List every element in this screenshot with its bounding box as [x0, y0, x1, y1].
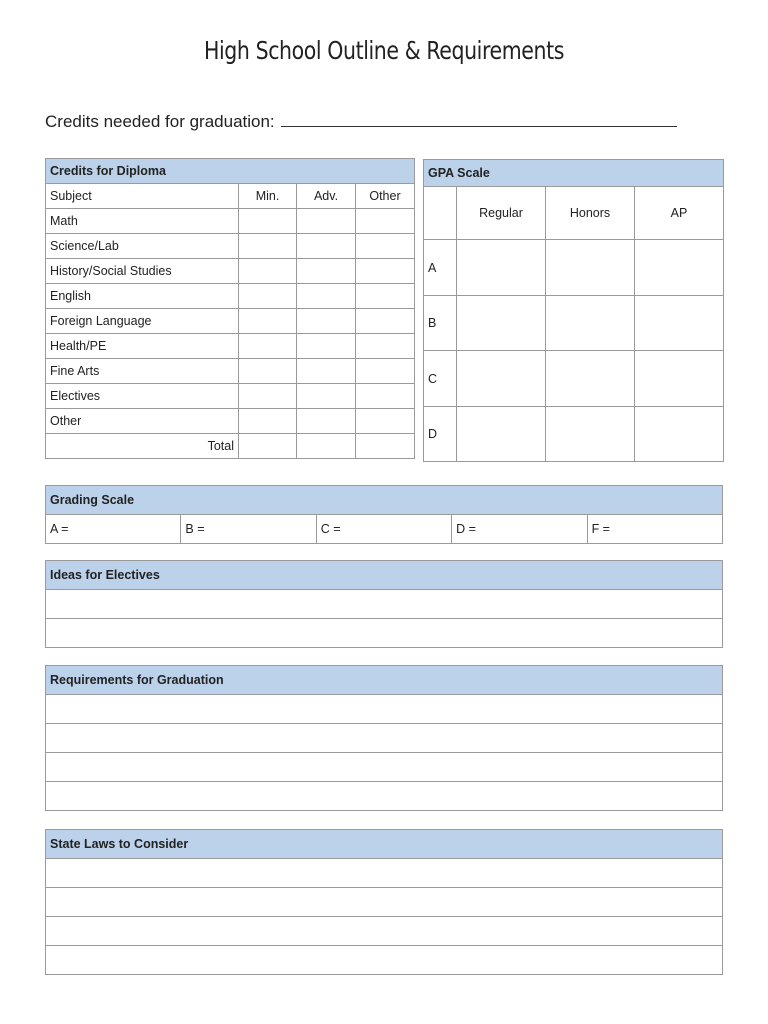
subject-label: History/Social Studies [46, 259, 239, 284]
grading-scale-header: Grading Scale [46, 486, 723, 515]
regular-cell[interactable] [457, 407, 546, 462]
grade-label: A [424, 240, 457, 296]
grade-label: B [424, 296, 457, 351]
table-row [424, 296, 724, 351]
blank-line[interactable] [46, 753, 723, 782]
other-cell[interactable] [356, 384, 415, 409]
adv-cell[interactable] [297, 409, 356, 434]
credits-table [45, 158, 415, 459]
gpa-table-header: GPA Scale [424, 160, 724, 187]
page-title: High School Outline & Requirements [204, 36, 564, 65]
adv-cell[interactable] [297, 309, 356, 334]
table-row [46, 259, 415, 284]
grade-c-cell[interactable]: C = [316, 515, 451, 544]
table-row [424, 351, 724, 407]
gpa-corner-cell [424, 187, 457, 240]
requirements-table [45, 665, 723, 811]
min-total-cell[interactable] [239, 434, 297, 459]
other-cell[interactable] [356, 359, 415, 384]
min-cell[interactable] [239, 209, 297, 234]
subject-label: Foreign Language [46, 309, 239, 334]
blank-line[interactable] [46, 724, 723, 753]
subject-label: Science/Lab [46, 234, 239, 259]
adv-cell[interactable] [297, 209, 356, 234]
column-header-subject: Subject [46, 184, 239, 209]
adv-cell[interactable] [297, 334, 356, 359]
column-header-honors: Honors [546, 187, 635, 240]
electives-header: Ideas for Electives [46, 561, 723, 590]
grade-b-cell[interactable]: B = [181, 515, 316, 544]
table-row [46, 284, 415, 309]
table-row [46, 359, 415, 384]
column-header-adv: Adv. [297, 184, 356, 209]
ap-cell[interactable] [635, 296, 724, 351]
regular-cell[interactable] [457, 296, 546, 351]
blank-line[interactable] [46, 619, 723, 648]
table-row [46, 234, 415, 259]
ap-cell[interactable] [635, 407, 724, 462]
table-row [424, 407, 724, 462]
table-row [46, 334, 415, 359]
total-row [46, 434, 415, 459]
subject-label: Other [46, 409, 239, 434]
adv-total-cell[interactable] [297, 434, 356, 459]
grade-a-cell[interactable]: A = [46, 515, 181, 544]
min-cell[interactable] [239, 234, 297, 259]
regular-cell[interactable] [457, 351, 546, 407]
blank-line[interactable] [46, 590, 723, 619]
other-cell[interactable] [356, 234, 415, 259]
other-cell[interactable] [356, 259, 415, 284]
table-row [46, 209, 415, 234]
grade-label: C [424, 351, 457, 407]
other-cell[interactable] [356, 284, 415, 309]
min-cell[interactable] [239, 284, 297, 309]
subject-label: Electives [46, 384, 239, 409]
other-cell[interactable] [356, 309, 415, 334]
adv-cell[interactable] [297, 359, 356, 384]
min-cell[interactable] [239, 409, 297, 434]
grade-d-cell[interactable]: D = [452, 515, 587, 544]
table-row [424, 240, 724, 296]
other-cell[interactable] [356, 409, 415, 434]
subject-label: English [46, 284, 239, 309]
table-row [46, 309, 415, 334]
other-total-cell[interactable] [356, 434, 415, 459]
column-header-other: Other [356, 184, 415, 209]
column-header-min: Min. [239, 184, 297, 209]
subject-label: Health/PE [46, 334, 239, 359]
honors-cell[interactable] [546, 407, 635, 462]
table-row [46, 384, 415, 409]
ap-cell[interactable] [635, 351, 724, 407]
table-row [46, 409, 415, 434]
blank-line[interactable] [46, 917, 723, 946]
adv-cell[interactable] [297, 384, 356, 409]
gpa-table [423, 159, 724, 462]
min-cell[interactable] [239, 384, 297, 409]
blank-line[interactable] [46, 946, 723, 975]
credits-needed-label: Credits needed for graduation: [45, 112, 275, 131]
credits-needed-line [45, 112, 725, 132]
electives-table [45, 560, 723, 648]
adv-cell[interactable] [297, 259, 356, 284]
column-header-ap: AP [635, 187, 724, 240]
requirements-header: Requirements for Graduation [46, 666, 723, 695]
grade-label: D [424, 407, 457, 462]
min-cell[interactable] [239, 359, 297, 384]
ap-cell[interactable] [635, 240, 724, 296]
column-header-regular: Regular [457, 187, 546, 240]
honors-cell[interactable] [546, 296, 635, 351]
adv-cell[interactable] [297, 234, 356, 259]
other-cell[interactable] [356, 334, 415, 359]
subject-label: Math [46, 209, 239, 234]
min-cell[interactable] [239, 334, 297, 359]
state-laws-table [45, 829, 723, 975]
blank-line[interactable] [46, 782, 723, 811]
min-cell[interactable] [239, 259, 297, 284]
other-cell[interactable] [356, 209, 415, 234]
blank-line[interactable] [46, 695, 723, 724]
credits-needed-blank[interactable] [281, 112, 677, 127]
min-cell[interactable] [239, 309, 297, 334]
blank-line[interactable] [46, 888, 723, 917]
blank-line[interactable] [46, 859, 723, 888]
grade-f-cell[interactable]: F = [587, 515, 722, 544]
state-laws-header: State Laws to Consider [46, 830, 723, 859]
adv-cell[interactable] [297, 284, 356, 309]
honors-cell[interactable] [546, 240, 635, 296]
subject-label: Fine Arts [46, 359, 239, 384]
regular-cell[interactable] [457, 240, 546, 296]
honors-cell[interactable] [546, 351, 635, 407]
total-label: Total [46, 434, 239, 459]
grading-scale-table [45, 485, 723, 544]
credits-table-header: Credits for Diploma [46, 159, 415, 184]
